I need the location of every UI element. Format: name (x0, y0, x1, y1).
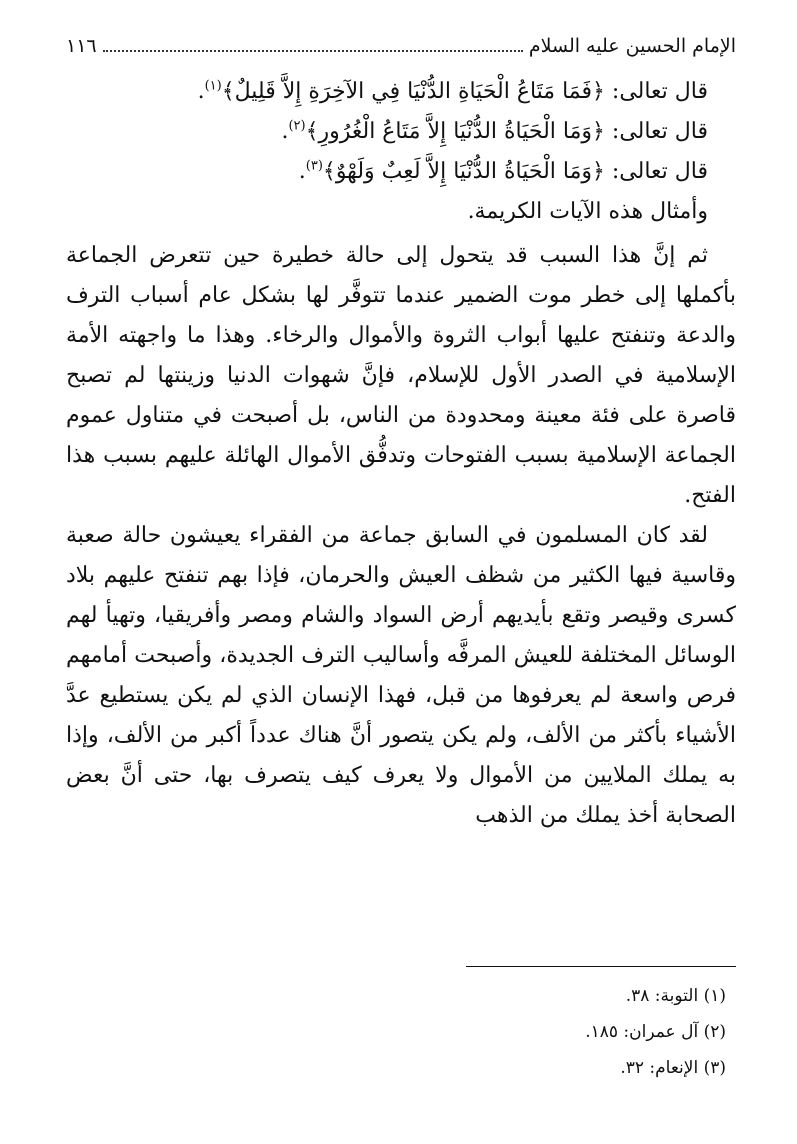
footnote-item: (٢) آل عمران: ١٨٥. (585, 1022, 726, 1042)
verse-text: قال تعالى: ﴿وَمَا الْحَيَاةُ الدُّنْيَا إِلاَّ مَتَاعُ الْغُرُورِ﴾ (305, 119, 708, 144)
quran-verses (66, 72, 736, 192)
verse-line: قال تعالى: ﴿فَمَا مَتَاعُ الْحَيَاةِ الدُّنْيَا فِي الآخِرَةِ إِلاَّ قَلِيلٌ﴾$^{(١)}$. (197, 78, 708, 104)
verse-text: قال تعالى: ﴿فَمَا مَتَاعُ الْحَيَاةِ الدُّنْيَا فِي الآخِرَةِ إِلاَّ قَلِيلٌ﴾ (221, 79, 708, 104)
verse-line: قال تعالى: ﴿وَمَا الْحَيَاةُ الدُّنْيَا إِلاَّ مَتَاعُ الْغُرُورِ﴾$^{(٢)}$. (281, 118, 708, 144)
footnote-item: (٣) الإنعام: ٣٢. (620, 1058, 726, 1078)
running-header (66, 28, 736, 58)
footnotes (585, 978, 726, 1086)
footnote-ref: (١) (204, 78, 222, 94)
body-paragraph: ثم إنَّ هذا السبب قد يتحول إلى حالة خطيرة حين تتعرض الجماعة بأكملها إلى خطر موت الضمير عندما تتوفَّر لها بشكل عام أسباب الترف والدعة وتنفتح عليها أبواب الثروة والأموال والرخاء. وهذا ما واجهته الأمة الإسلامية في الصدر الأول للإسلام، فإنَّ شهوات الدنيا وزينتها لم تصبح قاصرة على فئة معينة ومحدودة من الناس، بل أصبحت في متناول عموم الجماعة الإسلامية بسبب الفتوحات وتدفُّق الأموال الهائلة عليهم بسبب هذا الفتح. (66, 243, 736, 508)
document-page (66, 28, 736, 1118)
dotted-leader (103, 50, 523, 52)
footnote-ref: (٣) (305, 158, 323, 174)
page-number: ١١٦ (66, 35, 97, 57)
footnote-ref: (٢) (288, 118, 306, 134)
verse-line: قال تعالى: ﴿وَمَا الْحَيَاةُ الدُّنْيَا إِلاَّ لَعِبٌ وَلَهْوٌ﴾$^{(٣)}$. (298, 158, 708, 184)
footnote-item: (١) التوبة: ٣٨. (625, 986, 726, 1006)
book-title: الإمام الحسين عليه السلام (528, 35, 736, 57)
footnote-separator (466, 966, 736, 967)
verse-text: قال تعالى: ﴿وَمَا الْحَيَاةُ الدُّنْيَا إِلاَّ لَعِبٌ وَلَهْوٌ﴾ (322, 159, 708, 184)
body-paragraph: لقد كان المسلمون في السابق جماعة من الفقراء يعيشون حالة صعبة وقاسية فيها الكثير من شظف العيش والحرمان، فإذا بهم تنفتح عليهم بلاد كسرى وقيصر وتقع بأيديهم أرض السواد والشام ومصر وأفريقيا، وتهيأ لهم الوسائل المختلفة للعيش المرفَّه وأساليب الترف الجديدة، وأصبحت أمامهم فرص واسعة لم يعرفوها من قبل، فهذا الإنسان الذي لم يكن يستطيع عدَّ الأشياء بأكثر من الألف، ولم يكن يتصور أنَّ هناك عدداً أكبر من الألف، وإذا به يملك الملايين من الأموال ولا يعرف كيف يتصرف بها، حتى أنَّ بعض الصحابة أخذ يملك من الذهب (66, 523, 736, 828)
intro-line: وأمثال هذه الآيات الكريمة. (467, 199, 708, 224)
